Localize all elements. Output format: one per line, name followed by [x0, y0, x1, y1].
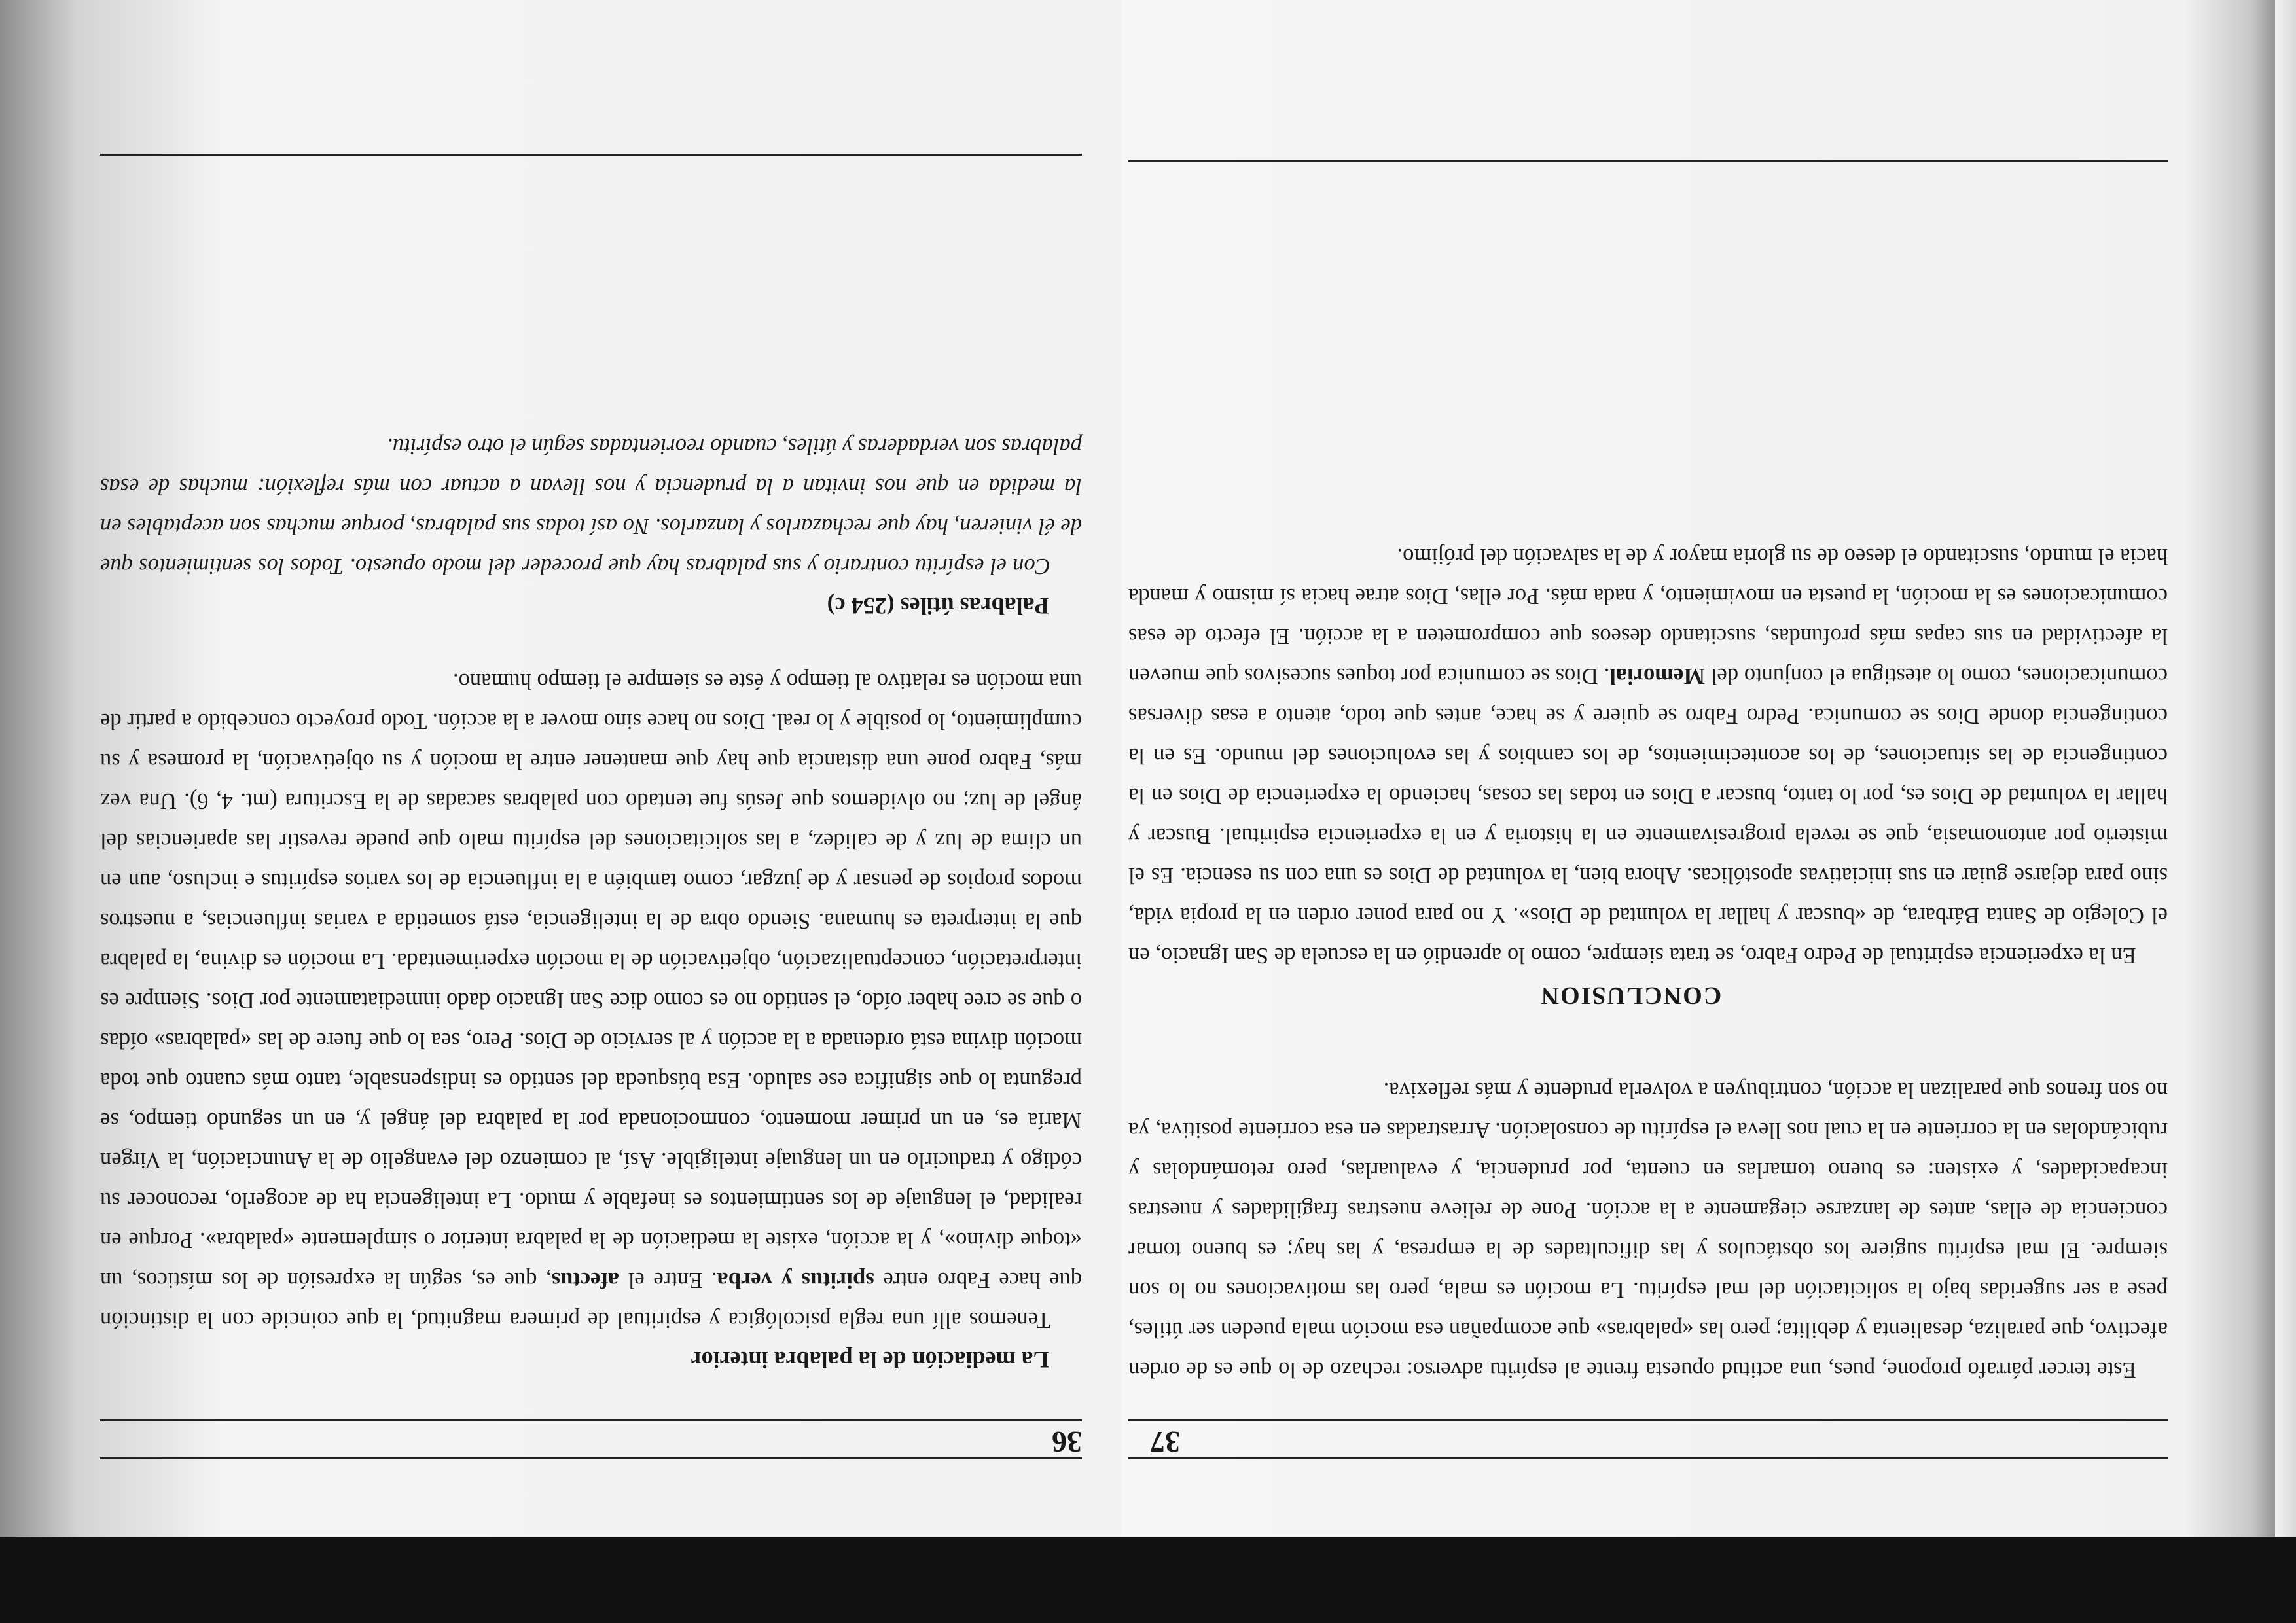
header-rule-top: [100, 1457, 1082, 1459]
paragraph-tercer-parrafo: Este tercer párrafo propone, pues, una actitud opuesta frente al espíritu adverso: rechazo de lo que es de orden afectivo, que paraliza, desalienta y debilita; pero las «palabras» que acompañan esa moción mala pueden ser útiles, pese a ser sugeridas bajo la solicitación del mal espíritu. La moción es mala, pero las motivaciones no lo son siempre. El mal espíritu sugiere los obstáculos y las dificultades de la empresa, y las hay; es bueno tomar conciencia de ellas, antes de lanzarse ciegamente a la acción. Pone de relieve nuestras fragilidades y nuestras incapacidades, y existen: es bueno tomarlas en cuenta, por prudencia, y evaluarlas, pero retomándolas y rubicándolas en la corriente en la cual nos lleva el espíritu de consolación. Arrastradas en esa corriente positiva, ya no son frenos que paralizan la acción, contribuyen a volverla prudente y más reflexiva.: [1128, 1078, 2168, 1382]
footer-rule: [100, 154, 1082, 156]
bold-run-memorial: Memorial: [1609, 664, 1705, 688]
section-heading-mediacion: La mediación de la palabra interior: [691, 1347, 1049, 1373]
section-heading-palabras-utiles: Palabras útiles (254 c): [827, 593, 1049, 619]
page-36: [0, 0, 1121, 1537]
quoted-rule-italic: Con el espíritu contrario y sus palabras hay que proceder del modo opuesto. Todos los sentimientos que de él vinieren, hay que rechazarlos y lanzarlos. No así todas sus palabras, porque muchas son aceptables en la medida en que nos invitan a la prudencia y nos llevan a actuar con más reflexión: muchas de esas palabras son verdaderas y útiles, cuando reorientadas según el otro espíritu.: [100, 434, 1082, 579]
text-run: En la experiencia espiritual de Pedro Fabro, se trata siempre, como lo aprendió en la escuela de San Ignacio, en el Colegio de Santa Bárbara, de «buscar y hallar la voluntad de Dios». Y no para poner orden en la propia vida, sino para dejarse guiar en sus iniciativas apostólicas. Ahora bien, la voluntad de Dios es una con su esencia. Es el misterio por antonomasia, que se revela progresivamente en la historia y en la experiencia espiritual. Buscar y hallar la voluntad de Dios es, por lo tanto, buscar a Dios en todas las cosas, haciendo la experiencia de Dios en la contingencia de las situaciones, de los acontecimientos, de los cambios y las evoluciones del mundo. Es en la contingencia donde Dios se comunica. Pedro Fabro se quiere y se hace, antes que todo, atento a esas diversas comunicaciones, como lo atestigua el conjunto del: [1128, 664, 2168, 968]
header-rule-bottom: [1128, 1419, 2168, 1421]
text-run: , que es, según la expresión de los místicos, un «toque divino», y la acción, existe la mediación de la palabra interior o simplemente «palabra». Porque en realidad, el lenguaje de los sentimientos es inefable y mudo. La inteligencia ha de acogerlo, reconocer su código y traducirlo en un lenguaje inteligible. Así, al comienzo del evangelio de la Anunciación, la Virgen María es, en un primer momento, conmocionada por la palabra del ángel y, en un segundo tiempo, se pregunta lo que significa ese saludo. Esa búsqueda del sentido es indispensable, tanto más cuanto que toda moción divina está ordenada a la acción y al servicio de Dios. Pero, sea lo que fuere de las «palabras» oídas o que se cree haber oído, el sentido no es como dice San Ignacio dado inmediatamente por Dios. Siempre es interpretación, conceptualización, objetivación de la moción experimentada. La moción es divina, la palabra que la interpreta es humana. Siendo obra de la inteligencia, está sometida a varias influencias, a nuestros modos propios de pensar y de juzgar, como también a la influencia de los varios espíritus e incluso, aun en un clima de luz y de calidez, a las solicitaciones del espíritu malo que puede revestir las apariencias del ángel de luz; no olvidemos que Jesús fue tentado con palabras sacadas de la Escritura (mt. 4, 6). Una vez más, Fabro pone una distancia que hay que mantener entre la moción y su objetivación, la promesa y su cumplimiento, lo posible y lo real. Dios no hace sino mover a la acción. Todo proyecto concebido a partir de una moción es relativo al tiempo y éste es siempre el tiempo humano.: [100, 669, 1082, 1293]
page-number-36: 36: [1052, 1425, 1082, 1459]
text-run: Tenemos allí una regla psicológica y espiritual de primera magnitud, la que coincide con la distinción que hace Fabro entre: [100, 1268, 1082, 1332]
page-number-37: 37: [1150, 1425, 1180, 1459]
page-edge: [2275, 0, 2296, 1537]
text-run: . Entre el: [619, 1268, 717, 1293]
paragraph-mediacion: [100, 661, 1082, 1340]
page-36-text-column: [100, 426, 1082, 1380]
bold-run-afectus: afectus: [551, 1268, 620, 1293]
footer-rule: [1128, 160, 2168, 162]
section-heading-conclusion: CONCLUSION: [1539, 982, 1722, 1009]
text-run: . Dios se comunica por toques sucesivos que mueven la afectividad en sus capas más profundas, suscitando deseos que comprometen a la acción. El efecto de esas comunicaciones es la moción, la puesta en movimiento, y nada más. Por ellas, Dios atrae hacia sí mismo y manda hacia el mundo, suscitando el deseo de su gloria mayor y de la salvación del prójimo.: [1128, 544, 2168, 688]
page-37: [1121, 0, 2296, 1537]
page-37-text-column: [1128, 536, 2168, 1389]
header-rule-bottom: [100, 1419, 1082, 1421]
header-rule-top: [1128, 1457, 2168, 1459]
paragraph-conclusion: [1128, 536, 2168, 975]
bold-run-spiritus-verba: spiritus y verba: [717, 1268, 874, 1293]
